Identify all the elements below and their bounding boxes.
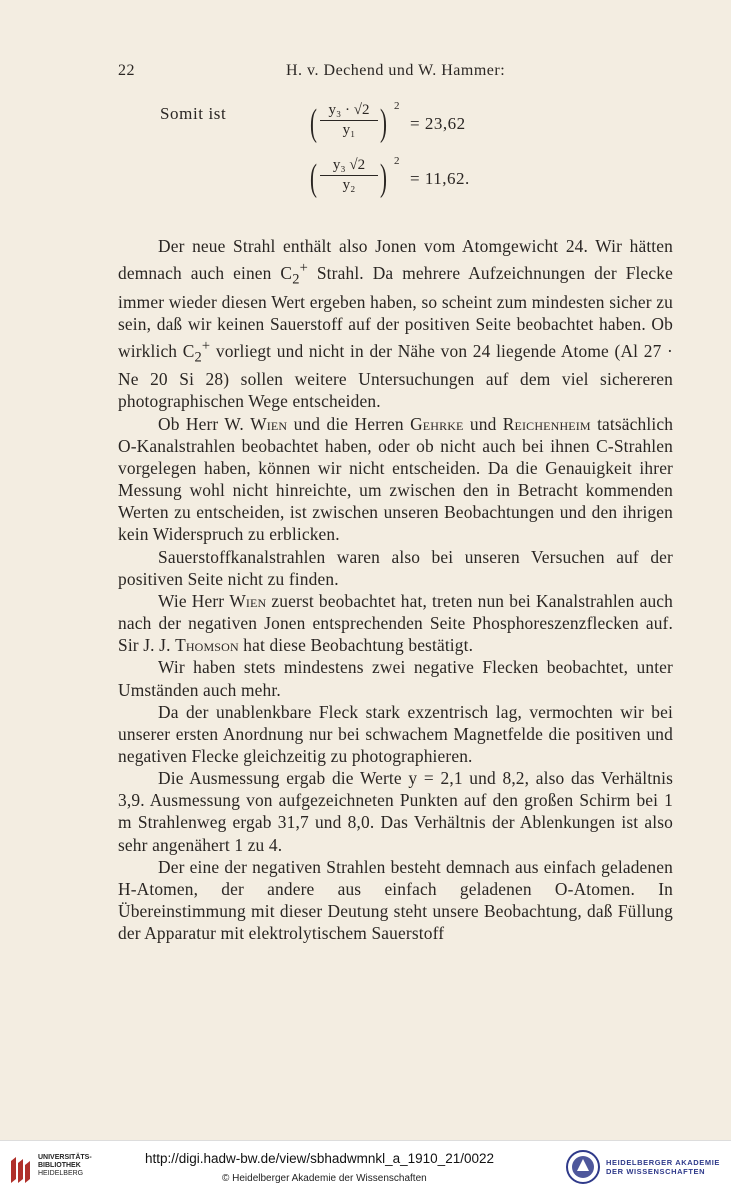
logo-line: UNIVERSITÄTS- [38,1154,92,1161]
name-smallcaps: Reichenheim [502,413,591,434]
right-paren: ) [380,102,387,144]
numerator: y₃ √2 [320,157,378,176]
academy-seal-icon [565,1149,601,1185]
text-run: zuerst beobachtet hat, treten nun bei Kanalstrahlen auch nach der negativen Jonen entsprechenden Seite Phosphoreszenzflecken auf. Sir J. J. [118,590,674,656]
paragraph [118,235,673,413]
equation-result: = 23,62 [410,114,466,133]
left-paren: ( [310,157,317,199]
logo-line: HEIDELBERGER AKADEMIE [606,1158,720,1167]
logo-line: DER WISSENSCHAFTEN [606,1167,706,1176]
paragraph: Wir haben stets mindestens zwei negative Flecken beobachtet, unter Umständen auch mehr. [118,657,673,700]
text-run: und die Herren [293,413,404,434]
text-run: tatsächlich O-Kanalstrahlen beobachtet haben, oder ob nicht auch bei ihnen C-Strahlen vorgelegen haben, können wir nicht entscheiden. Da die Genauigkeit ihrer Messung wohl nicht hinreichte, um zwischen den in Betracht kommenden Werten zu entscheiden, ist zwischen unseren Beobachtungen und den ihrigen kein Widerspruch zu erblicken. [118,413,674,545]
text-run: Wie Herr [158,590,225,611]
text-run: Ob Herr W. [158,413,244,434]
logo-line: BIBLIOTHEK [38,1162,81,1169]
paragraph: Sauerstoffkanalstrahlen waren also bei unseren Versuchen auf der positiven Seite nicht zu finden. [118,546,673,589]
name-smallcaps: Wien [250,413,288,434]
superscript: + [299,260,308,277]
denominator: y₂ [342,177,356,193]
name-smallcaps: Gehrke [410,413,464,434]
exponent: 2 [394,155,400,167]
body-text [118,235,673,944]
fraction [320,102,378,139]
superscript: + [201,337,211,354]
left-paren: ( [310,102,317,144]
name-smallcaps: Thomson [175,635,239,656]
subscript: 2 [194,349,202,366]
permalink-url[interactable]: http://digi.hadw-bw.de/view/sbhadwmnkl_a_1910_21/0022 [145,1151,494,1166]
text-run: Strahl. Da mehrere Aufzeichnungen der Flecke immer wieder diesen Wert ergeben haben, so scheint zum mindesten sicher zu sein, daß wir keinen Sauerstoff auf der positiven Seite beobachtet haben. Ob wirklich C [118,262,673,361]
text-run: hat diese Beobachtung bestätigt. [243,635,474,656]
university-library-logo-icon [8,1155,34,1185]
text-run: Der neue Strahl enthält also Jonen vom Atomgewicht 24. Wir hätten demnach auch einen C [118,236,673,283]
numerator: y₃ · √2 [320,102,378,121]
fraction [320,157,378,194]
paragraph: Die Ausmessung ergab die Werte y = 2,1 und 8,2, also das Verhältnis 3,9. Ausmessung von aufgezeichneten Punkten auf den großen Schirm bei 1 m Strahlenweg ergab 31,7 und 8,0. Das Verhältnis der Ablenkungen ist also sehr angenähert 1 zu 4. [118,768,673,855]
right-paren: ) [380,157,387,199]
equation-result: = 11,62. [410,169,470,188]
footer-bar [0,1140,731,1196]
page-number: 22 [118,62,135,79]
text-run: vorliegt und nicht in der Nähe von 24 liegende Atome (Al 27 · Ne 20 Si 28) sollen weitere Untersuchungen auf dem viel sichereren photographischen Wege entscheiden. [118,340,673,412]
name-smallcaps: Wien [229,590,267,611]
logo-line: HEIDELBERG [38,1170,84,1177]
text-run: und [469,413,497,434]
subscript: 2 [292,271,300,288]
running-head-authors: H. v. Dechend und W. Hammer: [286,62,506,79]
academy-name [606,1158,720,1176]
running-header [118,62,673,84]
paragraph: Der eine der negativen Strahlen besteht demnach aus einfach geladenen H-Atomen, der andere aus einfach geladenen O-Atomen. In Übereinstimmung mit dieser Deutung steht unsere Beobachtung, daß Füllung der Apparatur mit elektrolytischem Sauerstoff [118,856,673,944]
paragraph: Da der unablenkbare Fleck stark exzentrisch lag, vermochten wir bei unserer ersten Anordnung nur bei schwachem Magnetfelde die positiven und negativen Flecke gleichzeitig zu photographieren. [118,701,673,766]
denominator: y₁ [342,122,356,138]
paragraph [118,590,673,656]
university-library-name [38,1154,92,1178]
paragraph [118,413,673,546]
exponent: 2 [394,100,400,112]
formula-intro: Somit ist [160,104,227,123]
copyright-notice: © Heidelberger Akademie der Wissenschaften [222,1173,427,1184]
